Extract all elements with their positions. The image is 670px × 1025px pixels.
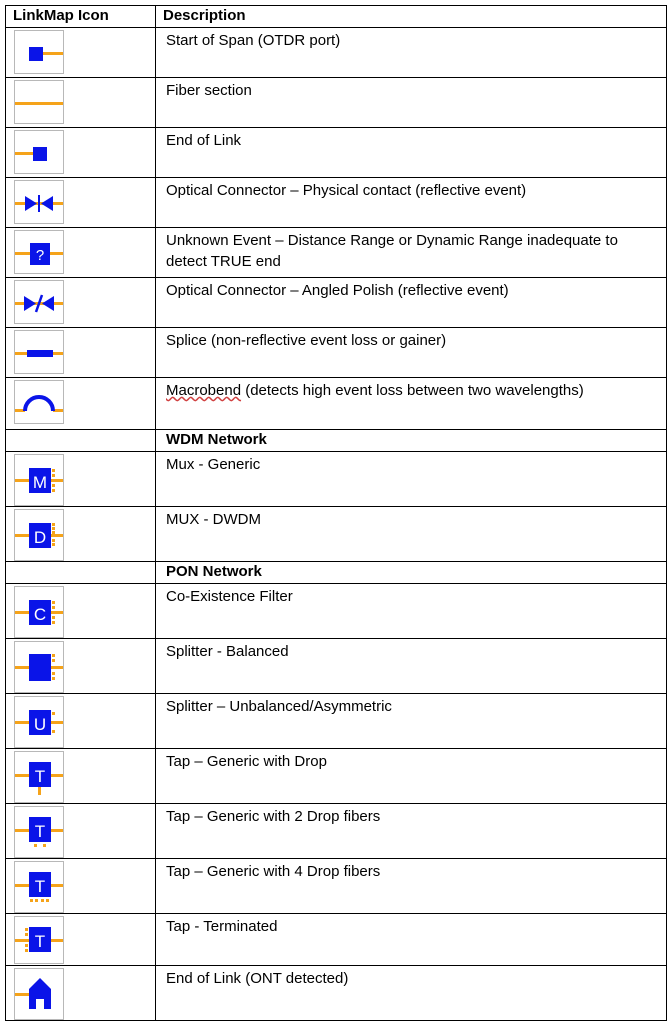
description-cell: Fiber section [156,78,667,128]
tap-terminated-icon [14,916,64,964]
table-row [6,78,667,128]
header-linkmap-icon: LinkMap Icon [6,6,156,28]
icon-letter: T [34,767,46,786]
icon-letter: ? [35,247,45,264]
icon-letter: U [33,715,47,734]
mux-dwdm-icon [14,509,64,561]
icon-letter: D [33,528,47,547]
table-row [6,507,667,562]
table-row [6,452,667,507]
section-row [6,430,667,452]
table-row [6,328,667,378]
splice-icon [14,330,64,374]
header-row [6,6,667,28]
description-cell: Splice (non-reflective event loss or gainer) [156,328,667,378]
description-cell: Optical Connector – Angled Polish (reflective event) [156,278,667,328]
tap-4-drop-icon [14,861,64,913]
icon-letter: T [34,877,46,896]
icon-letter: T [34,822,46,841]
table-row [6,966,667,1021]
splitter-unbalanced-icon [14,696,64,748]
table-row [6,28,667,78]
description-cell: End of Link [156,128,667,178]
description-cell: Tap - Terminated [156,914,667,966]
description-cell: Splitter - Balanced [156,639,667,694]
table-row [6,694,667,749]
description-cell: Start of Span (OTDR port) [156,28,667,78]
description-cell: Unknown Event – Distance Range or Dynamic Range inadequate to detect TRUE end [156,228,667,278]
icon-letter: C [33,605,47,624]
fiber-section-icon [14,80,64,124]
section-label-wdm: WDM Network [156,430,667,452]
description-cell: End of Link (ONT detected) [156,966,667,1021]
coexistence-filter-icon [14,586,64,638]
unknown-event-icon [14,230,64,274]
ont-end-of-link-icon [14,968,64,1020]
description-text: (detects high event loss between two wavelengths) [241,382,584,399]
macrobend-icon [14,380,64,424]
tap-drop-icon [14,751,64,803]
table-row [6,804,667,859]
table-row [6,859,667,914]
table-row [6,228,667,278]
table-row [6,749,667,804]
description-cell: Optical Connector – Physical contact (reflective event) [156,178,667,228]
end-of-link-icon [14,130,64,174]
icon-letter: M [32,473,48,492]
table-row [6,278,667,328]
icon-letter: T [34,932,46,951]
description-cell: Tap – Generic with 4 Drop fibers [156,859,667,914]
description-cell: Splitter – Unbalanced/Asymmetric [156,694,667,749]
table-row [6,378,667,430]
misspelled-word: Macrobend [166,382,242,399]
table-row [6,584,667,639]
description-cell: Tap – Generic with Drop [156,749,667,804]
section-row [6,562,667,584]
header-description: Description [156,6,667,28]
mux-generic-icon [14,454,64,506]
description-cell: MUX - DWDM [156,507,667,562]
section-label-pon: PON Network [156,562,667,584]
connector-apc-icon [14,280,64,324]
splitter-balanced-icon [14,641,64,693]
description-cell: Tap – Generic with 2 Drop fibers [156,804,667,859]
table-row [6,128,667,178]
start-of-span-icon [14,30,64,74]
table-row [6,178,667,228]
tap-2-drop-icon [14,806,64,858]
table-row [6,639,667,694]
table-row [6,914,667,966]
description-cell [156,378,667,430]
connector-pc-icon [14,180,64,224]
description-cell: Mux - Generic [156,452,667,507]
description-cell: Co-Existence Filter [156,584,667,639]
linkmap-icon-table [5,5,667,1021]
